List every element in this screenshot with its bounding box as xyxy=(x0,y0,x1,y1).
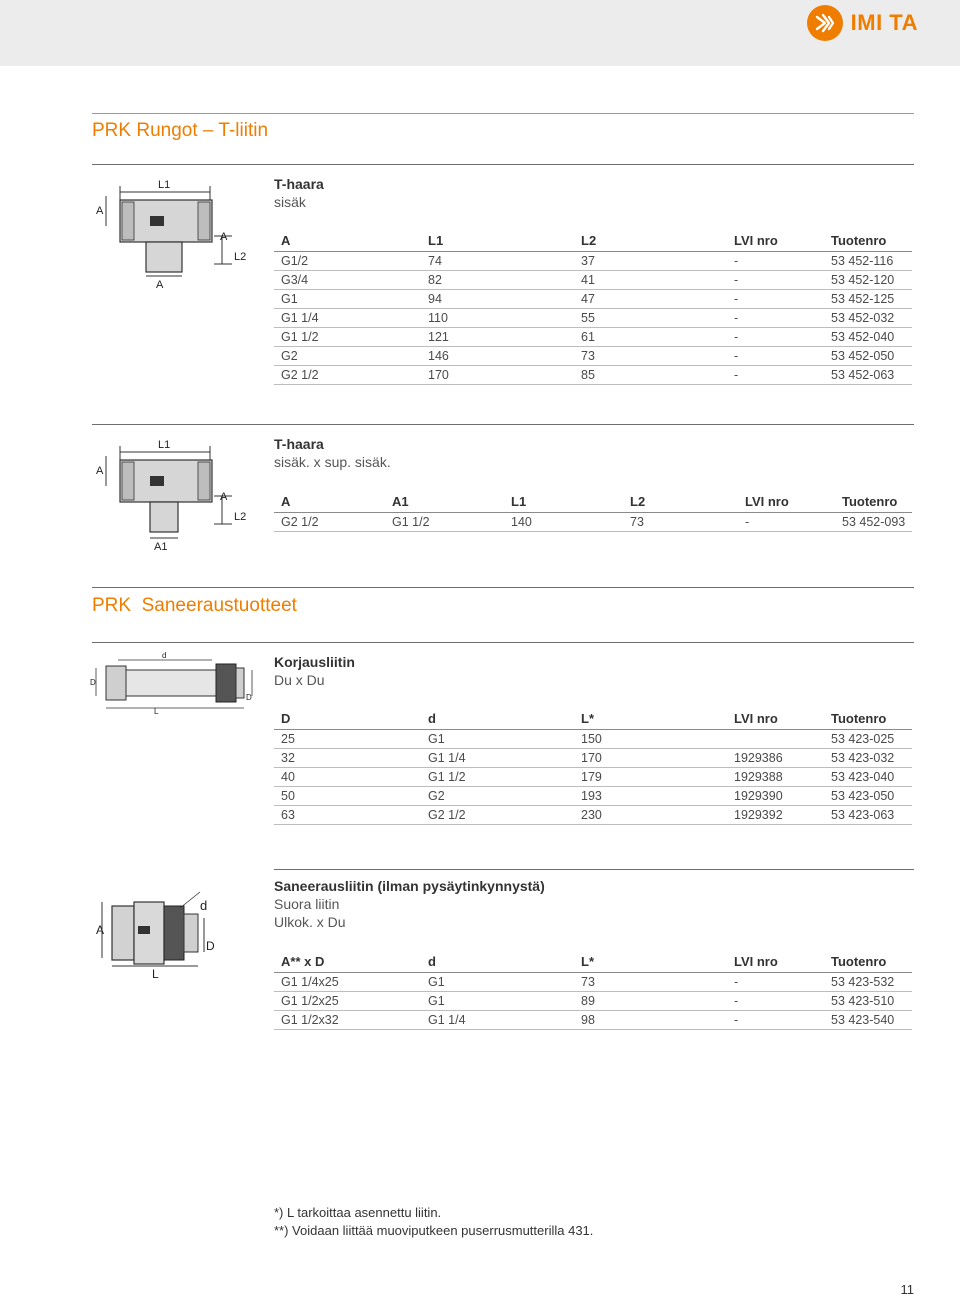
col-header: Tuotenro xyxy=(824,950,912,973)
table-row xyxy=(274,513,912,532)
dim-label-d-right: D xyxy=(246,693,252,702)
cell: 1929388 xyxy=(727,768,824,787)
table-row xyxy=(274,309,912,328)
col-header: Tuotenro xyxy=(824,229,912,252)
table-row xyxy=(274,973,912,992)
cell: 110 xyxy=(421,309,574,328)
cell: G1 1/2 xyxy=(385,513,504,532)
cell: 230 xyxy=(574,806,727,825)
cell: G1/2 xyxy=(274,252,421,271)
cell: G1 1/4x25 xyxy=(274,973,421,992)
cell: - xyxy=(727,290,824,309)
cell: 53 423-025 xyxy=(824,730,912,749)
dim-label-a-right: A xyxy=(220,231,228,243)
col-header: L2 xyxy=(623,490,738,513)
cell: G1 1/2x32 xyxy=(274,1011,421,1030)
cell: G3/4 xyxy=(274,271,421,290)
straight-connector-drawing xyxy=(92,888,232,984)
col-header: D xyxy=(274,707,421,730)
cell: 53 452-093 xyxy=(835,513,912,532)
cell: - xyxy=(738,513,835,532)
cell: 85 xyxy=(574,366,727,385)
cell: - xyxy=(727,347,824,366)
cell: 53 452-040 xyxy=(824,328,912,347)
cell: 74 xyxy=(421,252,574,271)
cell: 25 xyxy=(274,730,421,749)
cell: 61 xyxy=(574,328,727,347)
dim-label-a-right: A xyxy=(220,491,228,503)
dim-label-d-small: d xyxy=(162,651,167,660)
table-header-row xyxy=(274,707,912,730)
dim-label-a-left: A xyxy=(96,205,104,217)
product2-top-rule xyxy=(92,424,914,425)
cell: G1 xyxy=(421,992,574,1011)
dim-label-d-left: D xyxy=(90,678,96,687)
cell: 193 xyxy=(574,787,727,806)
table-row xyxy=(274,366,912,385)
section2-title: PRK Saneeraustuotteet xyxy=(92,595,297,616)
cell: 170 xyxy=(574,749,727,768)
header-bar xyxy=(0,0,960,66)
table-row xyxy=(274,271,912,290)
table-row xyxy=(274,806,912,825)
product1-table xyxy=(274,229,912,385)
cell: - xyxy=(727,1011,824,1030)
section1-top-rule xyxy=(92,113,914,114)
product1-subtitle: sisäk xyxy=(274,194,306,210)
cell: G1 1/2 xyxy=(421,768,574,787)
cell: 32 xyxy=(274,749,421,768)
page-number: 11 xyxy=(900,1282,914,1297)
product4-subtitle2: Ulkok. x Du xyxy=(274,914,346,930)
product4-title: Saneerausliitin (ilman pysäytinkynnystä) xyxy=(274,878,545,894)
cell: 53 423-050 xyxy=(824,787,912,806)
col-header: d xyxy=(421,950,574,973)
product4-heading xyxy=(274,877,545,931)
table-row xyxy=(274,328,912,347)
cell: - xyxy=(727,992,824,1011)
product2-title: T-haara xyxy=(274,436,324,452)
cell: 40 xyxy=(274,768,421,787)
dim-label-l: L xyxy=(152,967,159,981)
dim-label-a1-bottom: A1 xyxy=(154,541,168,553)
cell: 53 452-116 xyxy=(824,252,912,271)
cell: G1 xyxy=(274,290,421,309)
col-header: Tuotenro xyxy=(824,707,912,730)
col-header: L* xyxy=(574,950,727,973)
product4-top-rule xyxy=(274,869,914,870)
cell: 53 423-040 xyxy=(824,768,912,787)
cell: 53 452-032 xyxy=(824,309,912,328)
table-row xyxy=(274,768,912,787)
table-row xyxy=(274,290,912,309)
cell: 53 423-063 xyxy=(824,806,912,825)
col-header: A xyxy=(274,490,385,513)
table-row xyxy=(274,749,912,768)
table-header-row xyxy=(274,490,912,513)
col-header: LVI nro xyxy=(727,950,824,973)
table-row xyxy=(274,992,912,1011)
table-row xyxy=(274,730,912,749)
cell: 53 452-063 xyxy=(824,366,912,385)
dim-label-l1: L1 xyxy=(158,439,171,451)
cell: 170 xyxy=(421,366,574,385)
col-header: LVI nro xyxy=(727,707,824,730)
cell: 140 xyxy=(504,513,623,532)
col-header: L* xyxy=(574,707,727,730)
cell: 63 xyxy=(274,806,421,825)
footnote-1: *) L tarkoittaa asennettu liitin. xyxy=(274,1205,442,1220)
product3-subtitle: Du x Du xyxy=(274,672,325,688)
product2-heading xyxy=(274,435,391,471)
cell: G1 1/4 xyxy=(421,749,574,768)
brand-mark-icon xyxy=(807,5,843,41)
tee-reducing-drawing xyxy=(92,438,262,556)
col-header: A xyxy=(274,229,421,252)
cell: 98 xyxy=(574,1011,727,1030)
cell: 73 xyxy=(574,973,727,992)
col-header: L1 xyxy=(421,229,574,252)
dim-label-l2: L2 xyxy=(234,511,247,523)
cell: 1929390 xyxy=(727,787,824,806)
cell: - xyxy=(727,252,824,271)
cell: - xyxy=(727,366,824,385)
cell: G2 1/2 xyxy=(274,513,385,532)
col-header: LVI nro xyxy=(727,229,824,252)
cell: 53 452-120 xyxy=(824,271,912,290)
cell: G1 1/2 xyxy=(274,328,421,347)
col-header: LVI nro xyxy=(738,490,835,513)
cell: 82 xyxy=(421,271,574,290)
table-row xyxy=(274,347,912,366)
cell: - xyxy=(727,271,824,290)
brand-logo xyxy=(807,5,918,41)
cell xyxy=(727,730,824,749)
cell: 55 xyxy=(574,309,727,328)
cell: 47 xyxy=(574,290,727,309)
product2-table xyxy=(274,490,912,532)
cell: 53 452-125 xyxy=(824,290,912,309)
dim-label-l2: L2 xyxy=(234,251,247,263)
cell: 53 423-510 xyxy=(824,992,912,1011)
dim-label-d-small: d xyxy=(200,898,208,913)
col-header: L1 xyxy=(504,490,623,513)
product3-table xyxy=(274,707,912,825)
product1-title: T-haara xyxy=(274,176,324,192)
cell: 1929392 xyxy=(727,806,824,825)
product3-heading xyxy=(274,653,355,689)
cell: 150 xyxy=(574,730,727,749)
product2-subtitle: sisäk. x sup. sisäk. xyxy=(274,454,391,470)
section1-title: PRK Rungot – T-liitin xyxy=(92,120,269,141)
cell: - xyxy=(727,309,824,328)
cell: G2 xyxy=(274,347,421,366)
col-header: A** x D xyxy=(274,950,421,973)
col-header: d xyxy=(421,707,574,730)
cell: 89 xyxy=(574,992,727,1011)
footnote-2: **) Voidaan liittää muoviputkeen puserrusmutterilla 431. xyxy=(274,1223,594,1238)
product4-subtitle: Suora liitin xyxy=(274,896,340,912)
cell: 37 xyxy=(574,252,727,271)
section2-bottom-rule xyxy=(92,642,914,643)
dim-label-a-bottom: A xyxy=(156,279,164,291)
cell: 94 xyxy=(421,290,574,309)
col-header: A1 xyxy=(385,490,504,513)
dim-label-d-large: D xyxy=(206,939,215,953)
cell: G1 xyxy=(421,973,574,992)
cell: 146 xyxy=(421,347,574,366)
cell: 50 xyxy=(274,787,421,806)
table-row xyxy=(274,787,912,806)
table-row xyxy=(274,1011,912,1030)
product4-table xyxy=(274,950,912,1030)
table-row xyxy=(274,252,912,271)
cell: - xyxy=(727,973,824,992)
repair-coupling-drawing xyxy=(88,650,260,716)
footnotes xyxy=(274,1204,593,1240)
cell: 1929386 xyxy=(727,749,824,768)
cell: G1 1/4 xyxy=(274,309,421,328)
table-header-row xyxy=(274,950,912,973)
cell: 53 423-532 xyxy=(824,973,912,992)
cell: 73 xyxy=(623,513,738,532)
col-header: L2 xyxy=(574,229,727,252)
cell: 53 452-050 xyxy=(824,347,912,366)
cell: G1 1/2x25 xyxy=(274,992,421,1011)
cell: 179 xyxy=(574,768,727,787)
cell: 121 xyxy=(421,328,574,347)
col-header: Tuotenro xyxy=(835,490,912,513)
cell: 53 423-032 xyxy=(824,749,912,768)
cell: G1 xyxy=(421,730,574,749)
brand-name: IMI TA xyxy=(850,10,918,35)
dim-label-l: L xyxy=(154,707,159,716)
table-header-row xyxy=(274,229,912,252)
cell: G2 xyxy=(421,787,574,806)
product3-title: Korjausliitin xyxy=(274,654,355,670)
dim-label-l1: L1 xyxy=(158,179,171,191)
cell: G2 1/2 xyxy=(421,806,574,825)
cell: 41 xyxy=(574,271,727,290)
section2-top-rule xyxy=(92,587,914,588)
section1-bottom-rule xyxy=(92,164,914,165)
cell: 53 423-540 xyxy=(824,1011,912,1030)
cell: 73 xyxy=(574,347,727,366)
cell: G2 1/2 xyxy=(274,366,421,385)
cell: - xyxy=(727,328,824,347)
dim-label-a-left: A xyxy=(96,465,104,477)
product1-heading xyxy=(274,175,324,211)
cell: G1 1/4 xyxy=(421,1011,574,1030)
tee-internal-drawing xyxy=(92,178,262,293)
dim-label-a: A xyxy=(96,923,105,937)
